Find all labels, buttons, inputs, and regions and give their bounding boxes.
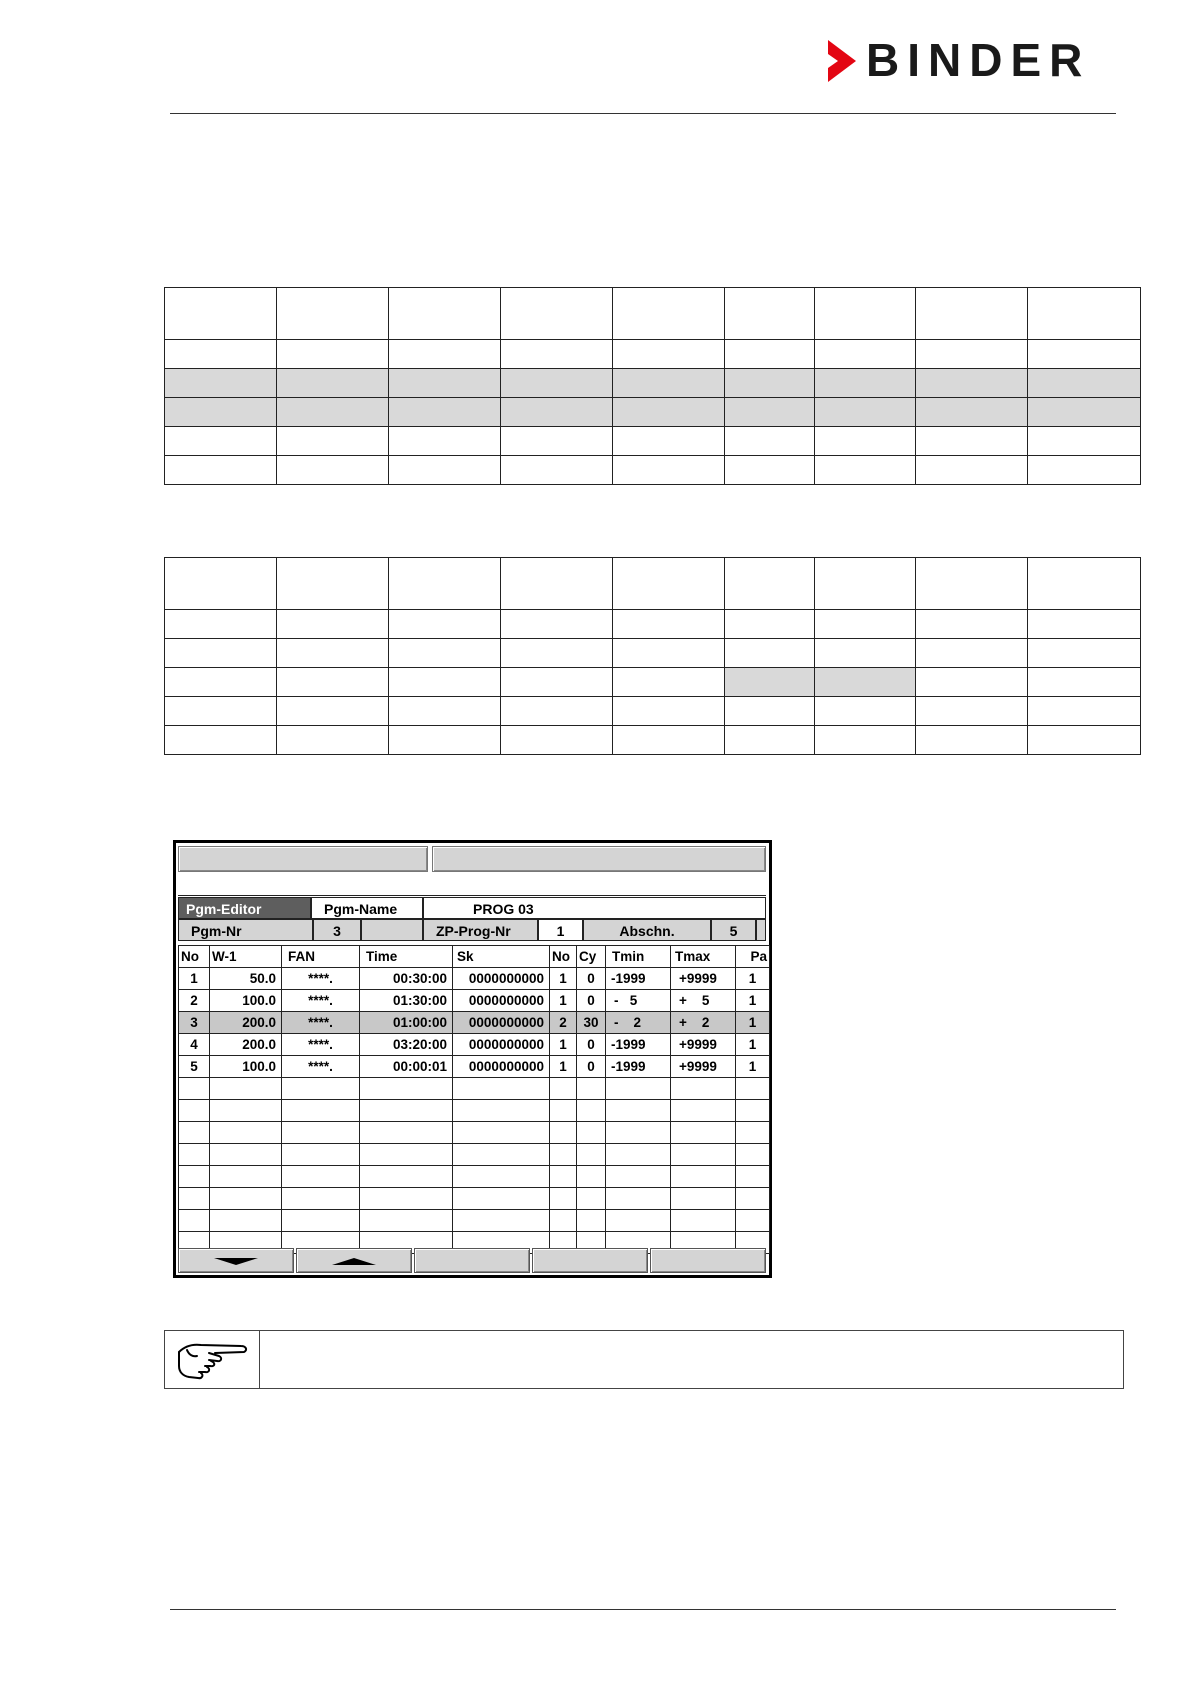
pointing-hand-icon bbox=[175, 1338, 251, 1384]
col-header-pa: Pa bbox=[736, 946, 770, 968]
top-bar-left-segment[interactable] bbox=[178, 846, 428, 872]
scroll-up-button[interactable] bbox=[296, 1248, 412, 1273]
softkey-bar bbox=[178, 1248, 769, 1274]
cell-time[interactable]: 03:20:00 bbox=[360, 1034, 453, 1056]
scroll-up-icon bbox=[332, 1258, 376, 1265]
cell-no: 4 bbox=[179, 1034, 210, 1056]
program-row-empty[interactable] bbox=[179, 1188, 770, 1210]
program-row-empty[interactable] bbox=[179, 1122, 770, 1144]
table-header-row bbox=[165, 558, 1141, 610]
program-row[interactable] bbox=[179, 1056, 770, 1078]
scroll-down-icon bbox=[214, 1258, 258, 1265]
zp-prog-nr-label: ZP-Prog-Nr bbox=[423, 919, 538, 941]
table-row-shaded bbox=[165, 398, 1141, 427]
pgm-name-value[interactable]: PROG 03 bbox=[423, 897, 766, 919]
binder-logo bbox=[826, 34, 1116, 86]
pgm-name-label: Pgm-Name bbox=[311, 897, 423, 919]
softkey-4[interactable] bbox=[532, 1248, 648, 1273]
cell-cy[interactable]: 0 bbox=[577, 990, 606, 1012]
section-label: Abschn. bbox=[583, 919, 711, 941]
program-row-empty[interactable] bbox=[179, 1210, 770, 1232]
cell-w1[interactable]: 100.0 bbox=[210, 1056, 282, 1078]
program-editor-display bbox=[173, 840, 772, 1278]
table-row bbox=[165, 456, 1141, 485]
cell-pa[interactable]: 1 bbox=[736, 968, 770, 990]
cell-sk[interactable]: 0000000000 bbox=[453, 1012, 550, 1034]
col-header-tmax: Tmax bbox=[671, 946, 736, 968]
cell-tmax[interactable]: +9999 bbox=[671, 968, 736, 990]
pgm-nr-value[interactable]: 3 bbox=[313, 919, 361, 941]
cell-pa[interactable]: 1 bbox=[736, 990, 770, 1012]
program-table bbox=[178, 945, 770, 1254]
cell-no: 5 bbox=[179, 1056, 210, 1078]
cell-no: 2 bbox=[179, 990, 210, 1012]
program-row-empty[interactable] bbox=[179, 1078, 770, 1100]
empty-table-2 bbox=[164, 557, 1141, 755]
col-header-w1: W-1 bbox=[210, 946, 282, 968]
col-header-time: Time bbox=[360, 946, 453, 968]
table-row-shaded bbox=[165, 369, 1141, 398]
program-row[interactable] bbox=[179, 968, 770, 990]
cell-w1[interactable]: 200.0 bbox=[210, 1034, 282, 1056]
cell-time[interactable]: 00:00:01 bbox=[360, 1056, 453, 1078]
cell-tmin[interactable]: -1999 bbox=[606, 1034, 671, 1056]
cell-no2[interactable]: 1 bbox=[550, 1034, 577, 1056]
table-row bbox=[165, 697, 1141, 726]
table-row bbox=[165, 610, 1141, 639]
program-row-selected[interactable] bbox=[179, 1012, 770, 1034]
header-rule bbox=[170, 113, 1116, 114]
softkey-5[interactable] bbox=[650, 1248, 766, 1273]
col-header-sk: Sk bbox=[453, 946, 550, 968]
cell-time[interactable]: 01:00:00 bbox=[360, 1012, 453, 1034]
top-bar-right-segment[interactable] bbox=[432, 846, 766, 872]
cell-sk[interactable]: 0000000000 bbox=[453, 1056, 550, 1078]
section-value[interactable]: 5 bbox=[711, 919, 756, 941]
cell-sk[interactable]: 0000000000 bbox=[453, 990, 550, 1012]
empty-table-1 bbox=[164, 287, 1141, 485]
section-spacer bbox=[756, 919, 766, 941]
brand-name: BINDER bbox=[866, 34, 1091, 86]
table-row bbox=[165, 726, 1141, 755]
program-row-empty[interactable] bbox=[179, 1144, 770, 1166]
cell-sk[interactable]: 0000000000 bbox=[453, 1034, 550, 1056]
cell-cy[interactable]: 0 bbox=[577, 1056, 606, 1078]
cell-cy[interactable]: 0 bbox=[577, 968, 606, 990]
note-box bbox=[164, 1330, 1124, 1389]
col-header-no: No bbox=[179, 946, 210, 968]
cell-time[interactable]: 00:30:00 bbox=[360, 968, 453, 990]
cell-no: 3 bbox=[179, 1012, 210, 1034]
footer-rule bbox=[170, 1609, 1116, 1610]
program-row[interactable] bbox=[179, 990, 770, 1012]
table-row bbox=[165, 639, 1141, 668]
col-header-cy: Cy bbox=[577, 946, 606, 968]
table-row bbox=[165, 340, 1141, 369]
cell-tmax[interactable]: +9999 bbox=[671, 1056, 736, 1078]
cell-fan[interactable]: ****. bbox=[282, 968, 360, 990]
col-header-no2: No bbox=[550, 946, 577, 968]
cell-w1[interactable]: 100.0 bbox=[210, 990, 282, 1012]
note-icon-cell bbox=[165, 1331, 260, 1388]
col-header-tmin: Tmin bbox=[606, 946, 671, 968]
cell-tmin[interactable]: -1999 bbox=[606, 968, 671, 990]
program-row-empty[interactable] bbox=[179, 1100, 770, 1122]
table-row bbox=[165, 668, 1141, 697]
table-row bbox=[165, 427, 1141, 456]
scroll-down-button[interactable] bbox=[178, 1248, 294, 1273]
program-table-header bbox=[179, 946, 770, 968]
program-row[interactable] bbox=[179, 1034, 770, 1056]
pgm-editor-label: Pgm-Editor bbox=[178, 897, 311, 919]
display-top-bar bbox=[178, 846, 766, 873]
cell-w1[interactable]: 50.0 bbox=[210, 968, 282, 990]
softkey-3[interactable] bbox=[414, 1248, 530, 1273]
col-header-fan: FAN bbox=[282, 946, 360, 968]
cell-no2[interactable]: 2 bbox=[550, 1012, 577, 1034]
cell-tmax[interactable]: +9999 bbox=[671, 1034, 736, 1056]
pgm-nr-label: Pgm-Nr bbox=[178, 919, 313, 941]
cell-tmax[interactable]: + 5 bbox=[671, 990, 736, 1012]
program-row-empty[interactable] bbox=[179, 1166, 770, 1188]
cell-pa[interactable]: 1 bbox=[736, 1056, 770, 1078]
table-header-row bbox=[165, 288, 1141, 340]
cell-fan[interactable]: ****. bbox=[282, 990, 360, 1012]
cell-tmin[interactable]: - 5 bbox=[606, 990, 671, 1012]
cell-pa[interactable]: 1 bbox=[736, 1034, 770, 1056]
cell-cy[interactable]: 0 bbox=[577, 1034, 606, 1056]
cell-no2[interactable]: 1 bbox=[550, 968, 577, 990]
divider bbox=[178, 895, 766, 896]
cell-fan[interactable]: ****. bbox=[282, 1012, 360, 1034]
cell-tmin[interactable]: - 2 bbox=[606, 1012, 671, 1034]
cell-cy[interactable]: 30 bbox=[577, 1012, 606, 1034]
cell-no: 1 bbox=[179, 968, 210, 990]
cell-sk[interactable]: 0000000000 bbox=[453, 968, 550, 990]
pgm-nr-spacer bbox=[361, 919, 423, 941]
zp-prog-nr-value[interactable]: 1 bbox=[538, 919, 583, 941]
cell-tmin[interactable]: -1999 bbox=[606, 1056, 671, 1078]
cell-no2[interactable]: 1 bbox=[550, 1056, 577, 1078]
cell-time[interactable]: 01:30:00 bbox=[360, 990, 453, 1012]
cell-pa[interactable]: 1 bbox=[736, 1012, 770, 1034]
binder-chevron-icon bbox=[826, 40, 858, 82]
cell-w1[interactable]: 200.0 bbox=[210, 1012, 282, 1034]
cell-fan[interactable]: ****. bbox=[282, 1034, 360, 1056]
cell-no2[interactable]: 1 bbox=[550, 990, 577, 1012]
cell-tmax[interactable]: + 2 bbox=[671, 1012, 736, 1034]
cell-fan[interactable]: ****. bbox=[282, 1056, 360, 1078]
